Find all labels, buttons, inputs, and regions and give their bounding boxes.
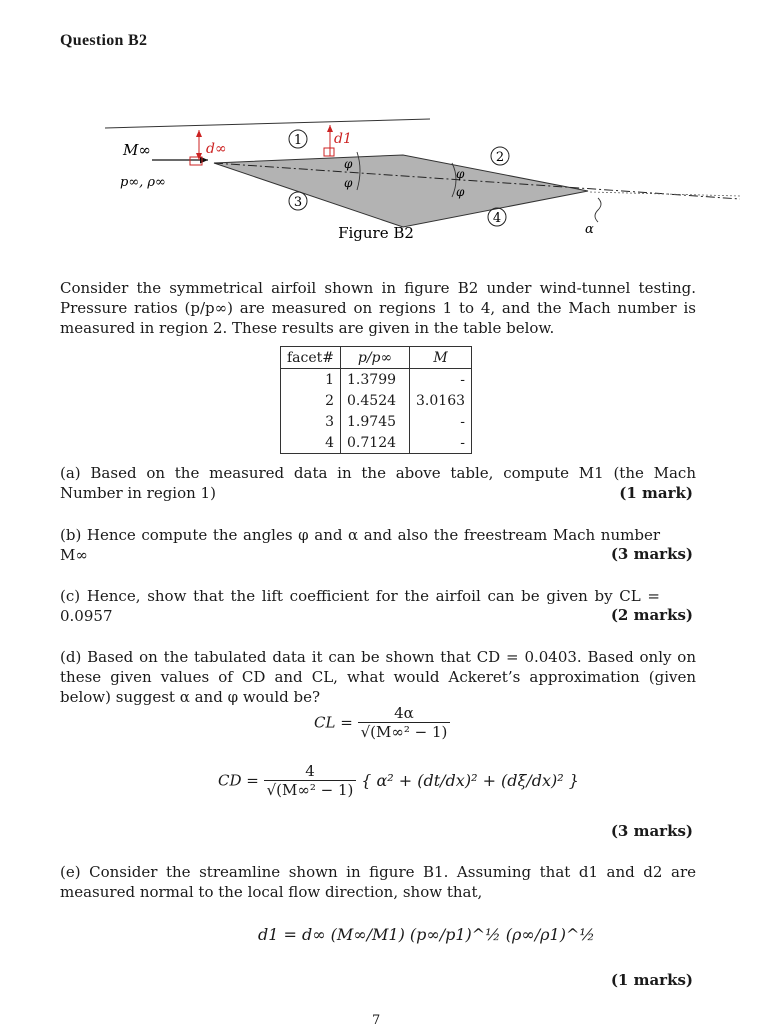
question-heading: Question B2 xyxy=(60,32,148,49)
figure-caption: Figure B2 xyxy=(338,224,414,242)
freestream-arrowhead xyxy=(200,157,208,164)
part-e-text: (e) Consider the streamline shown in figure B1. Assuming that d1 and d2 are measured normal to the local flow direction, show that, xyxy=(60,863,696,901)
part-d-marks: (3 marks) xyxy=(610,822,693,840)
alpha-arc xyxy=(595,198,601,222)
mach-inf-label: M∞ xyxy=(123,141,151,159)
part-e-marks: (1 marks) xyxy=(610,971,693,989)
airfoil-wedge xyxy=(214,155,588,227)
phi-label-3: φ xyxy=(456,167,465,181)
d1-label: d1 xyxy=(334,131,352,147)
table-row: 1 1.3799 - xyxy=(281,369,472,391)
intro-paragraph: Consider the symmetrical airfoil shown in figure B2 under wind-tunnel testing. Pressure ratios (p/p∞) are measured on regions 1 to 4, and the Mach number is measured in region 2. These results are given in the table below. xyxy=(60,279,696,337)
d1-box xyxy=(324,148,334,156)
table-row: 4 0.7124 - xyxy=(281,432,472,454)
region-4-label: 4 xyxy=(492,211,502,226)
part-d-text: (d) Based on the tabulated data it can be shown that CD = 0.0403. Based only on these given values of CD and CL, what would Ackeret’s approximation (given below) suggest α and φ would be? xyxy=(60,648,696,706)
phi-label-1: φ xyxy=(344,157,353,171)
d1-equation: d1 = d∞ (M∞/M1) (p∞/p1)^½ (ρ∞/ρ1)^½ xyxy=(258,925,595,944)
region-1-label: 1 xyxy=(293,133,303,148)
part-a-marks: (1 mark) xyxy=(619,484,693,502)
phi-label-2: φ xyxy=(344,176,353,190)
upper-streamline xyxy=(105,119,430,128)
reference-line xyxy=(590,192,740,196)
table-row: 3 1.9745 - xyxy=(281,411,472,432)
col-header-facet: facet# xyxy=(281,347,341,369)
airfoil-figure xyxy=(0,0,763,250)
col-header-pressure: p/p∞ xyxy=(341,347,410,369)
pressure-table xyxy=(280,346,472,454)
region-3-label: 3 xyxy=(293,195,303,210)
part-b-marks: (3 marks) xyxy=(610,545,693,563)
phi-label-4: φ xyxy=(456,185,465,199)
region-2-label: 2 xyxy=(495,150,505,165)
part-c-text: (c) Hence, show that the lift coefficient for the airfoil can be given by CL = 0.0957 xyxy=(60,587,660,625)
page-number: 7 xyxy=(372,1013,381,1028)
alpha-label: α xyxy=(585,222,594,237)
cd-equation: CD = $\frac{4}{\text{√(M∞² − 1)}}$ { α² + (dt/dx)² + (dξ/dx)² } xyxy=(218,762,579,799)
col-header-mach: M xyxy=(410,347,472,369)
d-inf-label: d∞ xyxy=(206,141,227,157)
p-rho-label: p∞, ρ∞ xyxy=(120,175,166,190)
part-c-marks: (2 marks) xyxy=(610,606,693,624)
part-a-text: (a) Based on the measured data in the above table, compute M1 (the Mach Number in region 1) xyxy=(60,464,696,502)
part-b-text: (b) Hence compute the angles φ and α and also the freestream Mach number M∞ xyxy=(60,526,660,564)
cl-equation: CL = $\frac{4\alpha}{\text{√(M∞² − 1)}}$ xyxy=(314,704,450,741)
table-row: 2 0.4524 3.0163 xyxy=(281,390,472,411)
